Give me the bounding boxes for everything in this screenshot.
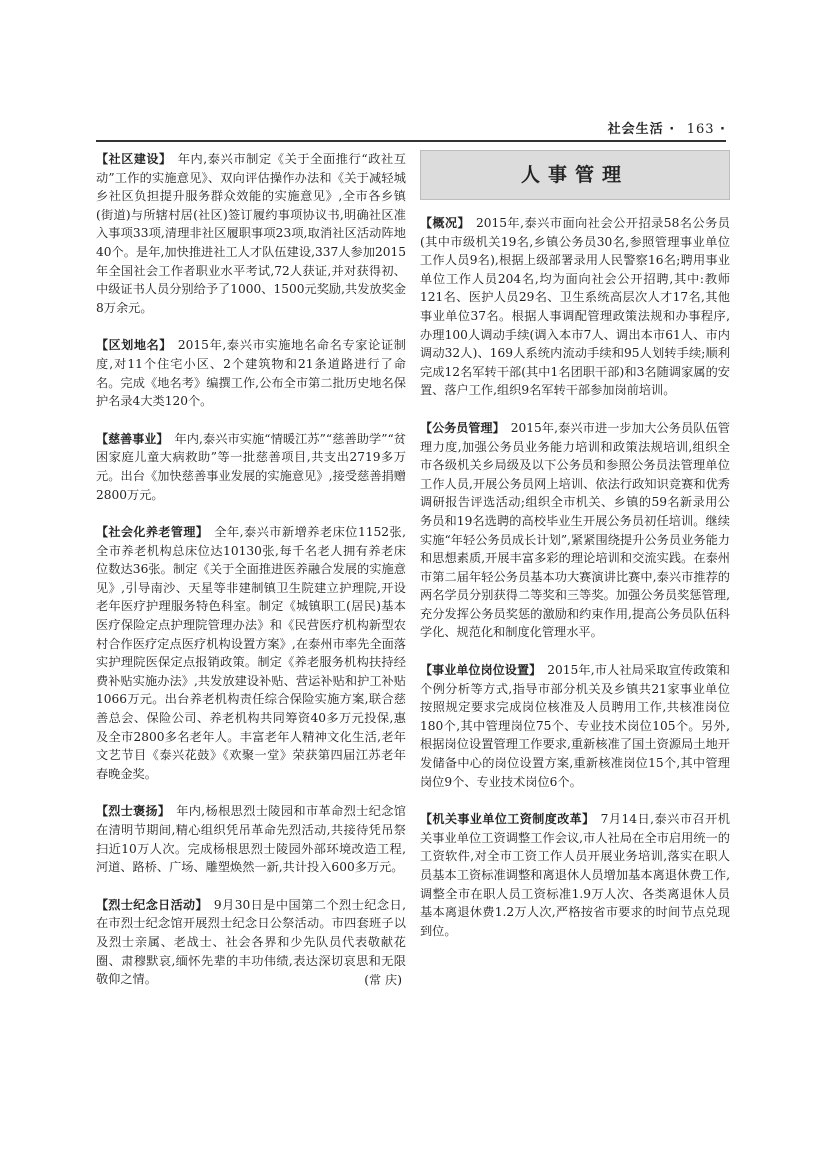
entry-place-names [96,336,406,410]
separator-dot: · [720,122,726,137]
entry-title: 【慈善事业】 [96,431,169,446]
entry-title: 【机关事业单位工资制度改革】 [420,812,595,827]
left-column [96,150,406,989]
entry-martyr-day [96,896,406,990]
entry-text: 2015年,泰兴市实施地名命名专家论证制度,对11个住宅小区、2个建筑物和21条道路进行了命名。完成《地名考》编撰工作,公布全市第二批历史地名保护名录4大类120个。 [96,338,406,409]
entry-overview [420,214,730,400]
section-name: 社会生活 [607,122,664,137]
entry-text: 7月14日,泰兴市召开机关事业单位工资调整工作会议,市人社局在全市启用统一的工资软件,对全市工资工作人员开展业务培训,落实在职人员基本工资标准调整和离退休人员增加基本离退休费工作,调整全市在职人员工资标准1.9万人次、各类离退休人员基本离退休费1.2万人次,严格按省市要求的时间节点兑现到位。 [420,812,730,938]
entry-charity [96,430,406,504]
running-header [96,112,726,142]
entry-community-building [96,150,406,317]
entry-text: 2015年,泰兴市面向社会公开招录58名公务员(其中市级机关19名,乡镇公务员30名,参照管理事业单位工作人员9名),根据上级部署录用人民警察16名;聘用事业单位工作人员204名,均为面向社会公开招聘,其中:教师121名、医护人员29名、卫生系统高层次人才17名,其他事业单位37名。根据人事调配管理政策法规和办事程序,办理100人调动手续(调入本市7人、调出本市61人、市内调动32人)、169人系统内流动手续和95人划转手续;顺利完成12名军转干部(其中1名团职干部)和3名随调家属的安置、落户工作,组织9名军转干部参加岗前培训。 [420,216,730,398]
entry-title: 【社区建设】 [96,152,172,166]
entry-title: 【事业单位岗位设置】 [420,663,542,678]
entry-martyr-commendation [96,802,406,876]
entry-text: 9月30日是中国第二个烈士纪念日,在市烈士纪念馆开展烈士纪念日公祭活动。市四套班子以及烈士亲属、老战士、社会各界和少先队员代表敬献花圈、肃穆默哀,缅怀先辈的丰功伟绩,表达深切哀思和无限敬仰之情。 [96,897,406,987]
entry-text: 2015年,市人社局采取宣传政策和个例分析等方式,指导市部分机关及乡镇共21家事业单位按照规定要求完成岗位核准及人员聘用工作,共核准岗位180个,其中管理岗位75个、专业技术岗位105个。另外,根据岗位设置管理工作要求,重新核准了国土资源局土地开发储备中心的岗位设置方案,重新核准岗位15个,其中管理岗位9个、专业技术岗位6个。 [420,663,730,789]
entry-title: 【公务员管理】 [420,420,505,435]
entry-post-setup [420,661,730,791]
entry-elderly-care [96,523,406,783]
entry-text: 2015年,泰兴市进一步加大公务员队伍管理力度,加强公务员业务能力培训和政策法规培训,组织全市各级机关乡局级及以下公务员和参照公务员法管理单位工作人员,开展公务员网上培训、依法行政知识竞赛和优秀调研报告评选活动;组织全市机关、乡镇的59名新录用公务员和19名选聘的高校毕业生开展公务员初任培训。继续实施“年轻公务员成长计划”,紧紧围绕提升公务员业务能力和思想素质,开展丰富多彩的理论培训和交流实践。在泰州市第二届年轻公务员基本功大赛演讲比赛中,泰兴市推荐的两名学员分别获得二等奖和三等奖。加强公务员奖惩管理,充分发挥公务员奖惩的激励和约束作用,提高公务员队伍科学化、规范化和制度化管理水平。 [420,420,730,640]
entry-title: 【概况】 [420,216,470,230]
entry-title: 【社会化养老管理】 [96,525,209,540]
entry-title: 【烈士褒扬】 [96,804,171,819]
entry-text: 年内,泰兴市实施“情暖江苏”“慈善助学”“贫困家庭儿童大病救助”等一批慈善项目,共支出2719多万元。出台《加快慈善事业发展的实施意见》,接受慈善捐赠2800万元。 [96,431,406,502]
author-credit: (常 庆) [364,972,402,987]
entry-text: 年内,泰兴市制定《关于全面推行“政社互动”工作的实施意见》、双向评估操作办法和《关于减轻城乡社区负担提升服务群众效能的实施意见》,全市各乡镇(街道)与所辖村居(社区)签订履约事项协议书,明确社区准入事项33项,清理非社区履职事项23项,取消社区活动阵地40个。是年,加快推进社工人才队伍建设,337人参加2015年全国社会工作者职业水平考试,72人获证,并对获得初、中级证书人员分别给予了1000、1500元奖励,共发放奖金8万余元。 [96,152,406,315]
right-column [420,150,730,959]
page-number: 163 [686,122,715,137]
section-heading: 人事管理 [520,163,629,186]
entry-salary-reform [420,810,730,940]
running-head [608,118,726,137]
entry-title: 【区划地名】 [96,338,172,353]
entry-text: 全年,泰兴市新增养老床位1152张,全市养老机构总床位达10130张,每千名老人拥有养老床位数达36张。制定《关于全面推进医养融合发展的实施意见》,引导南沙、天星等非建制镇卫生院建立护理院,开设老年医疗护理服务特色科室。制定《城镇职工(居民)基本医疗保险定点护理院管理办法》和《民营医疗机构新型农村合作医疗定点医疗机构设置方案》,在泰州市率先全面落实护理院医保定点报销政策。制定《养老服务机构扶持经费补贴实施办法》,共发放建设补贴、营运补贴和护工补贴1066万元。出台养老机构责任综合保险实施方案,联合慈善总会、保险公司、养老机构共同筹资40多万元投保,惠及全市2800多名老年人。丰富老年人精神文化生活,老年文艺节目《泰兴花鼓》《欢聚一堂》荣获第四届江苏老年春晚金奖。 [96,525,406,781]
section-heading-box [420,150,730,200]
entry-civil-servant-management [420,419,730,642]
entry-title: 【烈士纪念日活动】 [96,897,208,912]
entry-text: 年内,杨根思烈士陵园和市革命烈士纪念馆在清明节期间,精心组织凭吊革命先烈活动,共接待凭吊祭扫近10万人次。完成杨根思烈士陵园外部环境改造工程,河道、路桥、广场、雕塑焕然一新,共计投入600多万元。 [96,804,406,875]
separator-dot: · [669,122,676,137]
